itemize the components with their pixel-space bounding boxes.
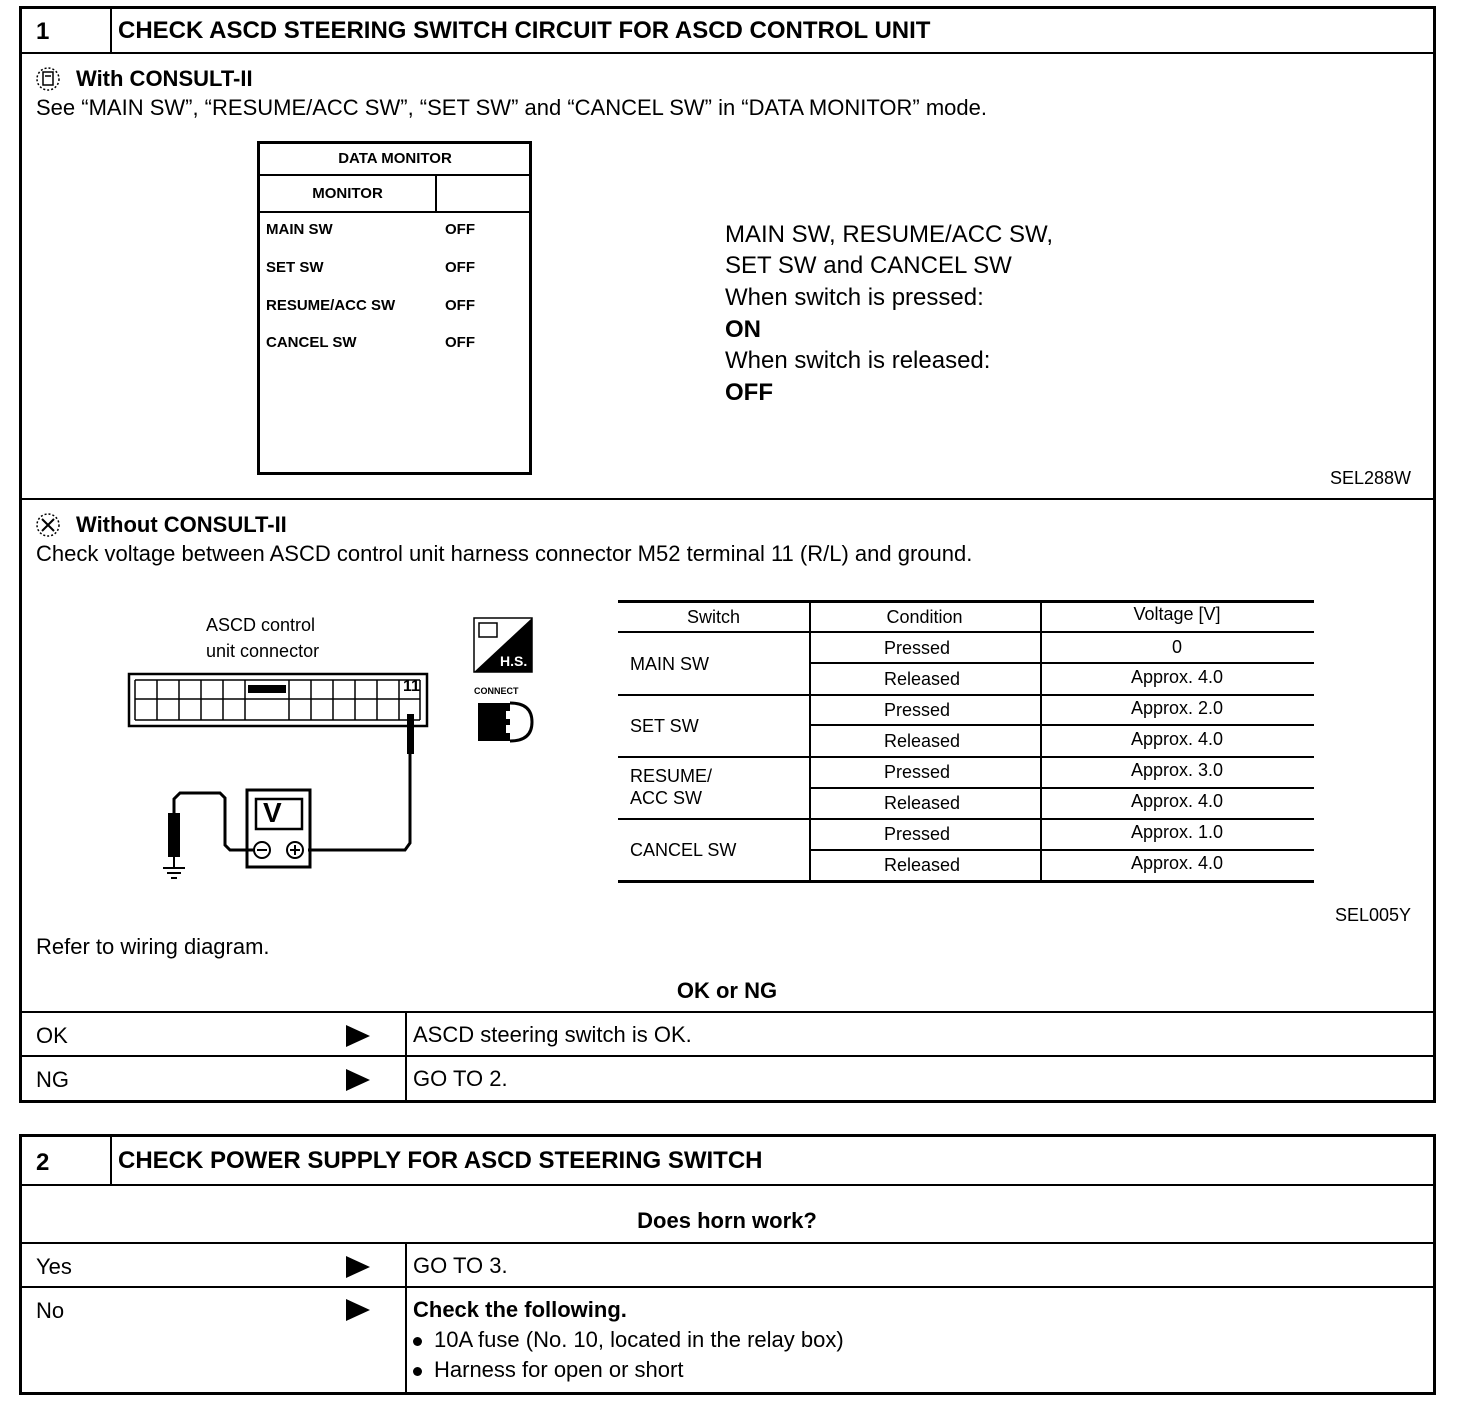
- table-condition: Released: [884, 731, 961, 751]
- table-group-rule: [618, 818, 1314, 820]
- table-group-rule: [618, 694, 1314, 696]
- table-switch-line2: ACC SW: [630, 788, 702, 808]
- description-line: SET SW and CANCEL SW: [725, 252, 1012, 279]
- table-switch: SET SW: [630, 716, 699, 736]
- step1-number-divider: [110, 8, 112, 52]
- description-off: OFF: [725, 379, 773, 406]
- consult-icon: [35, 66, 61, 92]
- table-condition: Released: [884, 855, 961, 875]
- connect-label: CONNECT: [474, 686, 519, 696]
- table-voltage: Approx. 4.0: [1130, 667, 1224, 687]
- section-divider: [20, 498, 1434, 500]
- voltage-table: [618, 600, 1314, 884]
- step2-number: 2: [36, 1149, 50, 1176]
- description-on: ON: [725, 316, 761, 343]
- without-consult-instruction: Check voltage between ASCD control unit harness connector M52 terminal 11 (R/L) and ground.: [36, 541, 973, 566]
- data-monitor-col-divider: [435, 174, 437, 211]
- table-header-rule: [618, 631, 1314, 633]
- connector-diagram: [120, 668, 440, 888]
- monitor-row-value: OFF: [445, 334, 475, 351]
- table-row-rule: [809, 662, 1314, 664]
- data-monitor-divider-1: [260, 174, 530, 176]
- yes-action: GO TO 3.: [413, 1253, 508, 1278]
- result-mid-rule: [20, 1055, 1434, 1057]
- without-consult-heading: Without CONSULT-II: [76, 512, 287, 537]
- table-row-rule: [809, 787, 1314, 789]
- table-header-voltage: Voltage [V]: [1133, 604, 1221, 624]
- step1-header-divider: [20, 52, 1434, 54]
- no-action-title: Check the following.: [413, 1297, 627, 1322]
- table-switch: CANCEL SW: [630, 840, 737, 860]
- arrow-icon: [346, 1299, 370, 1321]
- with-consult-heading: With CONSULT-II: [76, 66, 253, 91]
- check-item: [413, 1357, 683, 1383]
- meter-letter: V: [263, 797, 282, 828]
- figure-code-2: SEL005Y: [1335, 905, 1412, 925]
- table-voltage: Approx. 4.0: [1130, 853, 1224, 873]
- no-label: No: [36, 1298, 65, 1323]
- step2-title: CHECK POWER SUPPLY FOR ASCD STEERING SWITCH: [118, 1147, 763, 1174]
- result-col-divider: [405, 1012, 407, 1100]
- table-voltage: Approx. 1.0: [1130, 822, 1224, 842]
- data-monitor-divider-2: [260, 211, 530, 213]
- table-condition: Pressed: [884, 700, 951, 720]
- step2-header-divider: [20, 1184, 1434, 1186]
- table-row-rule: [809, 724, 1314, 726]
- data-monitor-panel: [257, 141, 532, 475]
- monitor-row-name: CANCEL SW: [266, 334, 357, 351]
- horn-question: Does horn work?: [637, 1208, 817, 1233]
- step1-title: CHECK ASCD STEERING SWITCH CIRCUIT FOR ASCD CONTROL UNIT: [118, 17, 931, 44]
- table-switch: MAIN SW: [630, 654, 709, 674]
- table-voltage: Approx. 4.0: [1130, 729, 1224, 749]
- table-header-switch: Switch: [686, 607, 740, 627]
- table-voltage: Approx. 3.0: [1130, 760, 1224, 780]
- table-top-rule: [618, 600, 1314, 603]
- monitor-row-name: RESUME/ACC SW: [266, 297, 396, 314]
- table-voltage: Approx. 4.0: [1130, 791, 1224, 811]
- refer-wiring: Refer to wiring diagram.: [36, 934, 270, 959]
- step2-number-divider: [110, 1136, 112, 1184]
- ok-or-ng-question: OK or NG: [676, 978, 778, 1003]
- figure-code-1: SEL288W: [1330, 468, 1412, 488]
- result-action-ok: ASCD steering switch is OK.: [413, 1022, 692, 1047]
- monitor-row-name: MAIN SW: [266, 221, 333, 238]
- table-voltage: Approx. 2.0: [1130, 698, 1224, 718]
- connect-icon: [470, 697, 536, 747]
- bullet-icon: [413, 1337, 422, 1346]
- bullet-icon: [413, 1367, 422, 1376]
- table-condition: Pressed: [884, 762, 951, 782]
- check-item-text: Harness for open or short: [434, 1357, 684, 1382]
- step2-rule-2: [20, 1286, 1434, 1288]
- result-label-ng: NG: [36, 1067, 69, 1092]
- monitor-row-name: SET SW: [266, 259, 324, 276]
- monitor-row-value: OFF: [445, 259, 475, 276]
- arrow-icon: [346, 1069, 370, 1091]
- description-line: When switch is released:: [725, 347, 991, 374]
- table-bottom-rule: [618, 880, 1314, 883]
- check-item-text: 10A fuse (No. 10, located in the relay box): [434, 1327, 844, 1352]
- table-voltage: 0: [1171, 637, 1182, 657]
- monitor-row-value: OFF: [445, 297, 475, 314]
- table-col-divider: [809, 600, 811, 882]
- step2-col-divider: [405, 1243, 407, 1392]
- yes-label: Yes: [36, 1254, 72, 1279]
- arrow-icon: [346, 1025, 370, 1047]
- no-consult-icon: [35, 512, 61, 538]
- table-header-condition: Condition: [886, 607, 963, 627]
- table-row-rule: [809, 849, 1314, 851]
- connector-label-1: ASCD control: [206, 615, 316, 635]
- table-switch: RESUME/: [630, 766, 713, 786]
- table-condition: Pressed: [884, 824, 951, 844]
- connector-label-2: unit connector: [206, 641, 320, 661]
- result-action-ng: GO TO 2.: [413, 1066, 508, 1091]
- result-label-ok: OK: [36, 1023, 68, 1048]
- terminal-number: 11: [403, 678, 420, 695]
- table-condition: Released: [884, 793, 961, 813]
- with-consult-instruction: See “MAIN SW”, “RESUME/ACC SW”, “SET SW” and “CANCEL SW” in “DATA MONITOR” mode.: [36, 95, 987, 120]
- hs-label: H.S.: [500, 653, 528, 669]
- check-item: [413, 1327, 844, 1353]
- monitor-row-value: OFF: [445, 221, 475, 238]
- description-line: MAIN SW, RESUME/ACC SW,: [725, 221, 1054, 248]
- table-condition: Pressed: [884, 638, 951, 658]
- data-monitor-column: MONITOR: [312, 185, 383, 202]
- arrow-icon: [346, 1256, 370, 1278]
- step1-number: 1: [36, 18, 50, 45]
- data-monitor-title: DATA MONITOR: [338, 150, 452, 167]
- result-top-rule: [20, 1011, 1434, 1013]
- table-group-rule: [618, 756, 1314, 758]
- step2-rule-1: [20, 1242, 1434, 1244]
- description-line: When switch is pressed:: [725, 284, 984, 311]
- table-condition: Released: [884, 669, 961, 689]
